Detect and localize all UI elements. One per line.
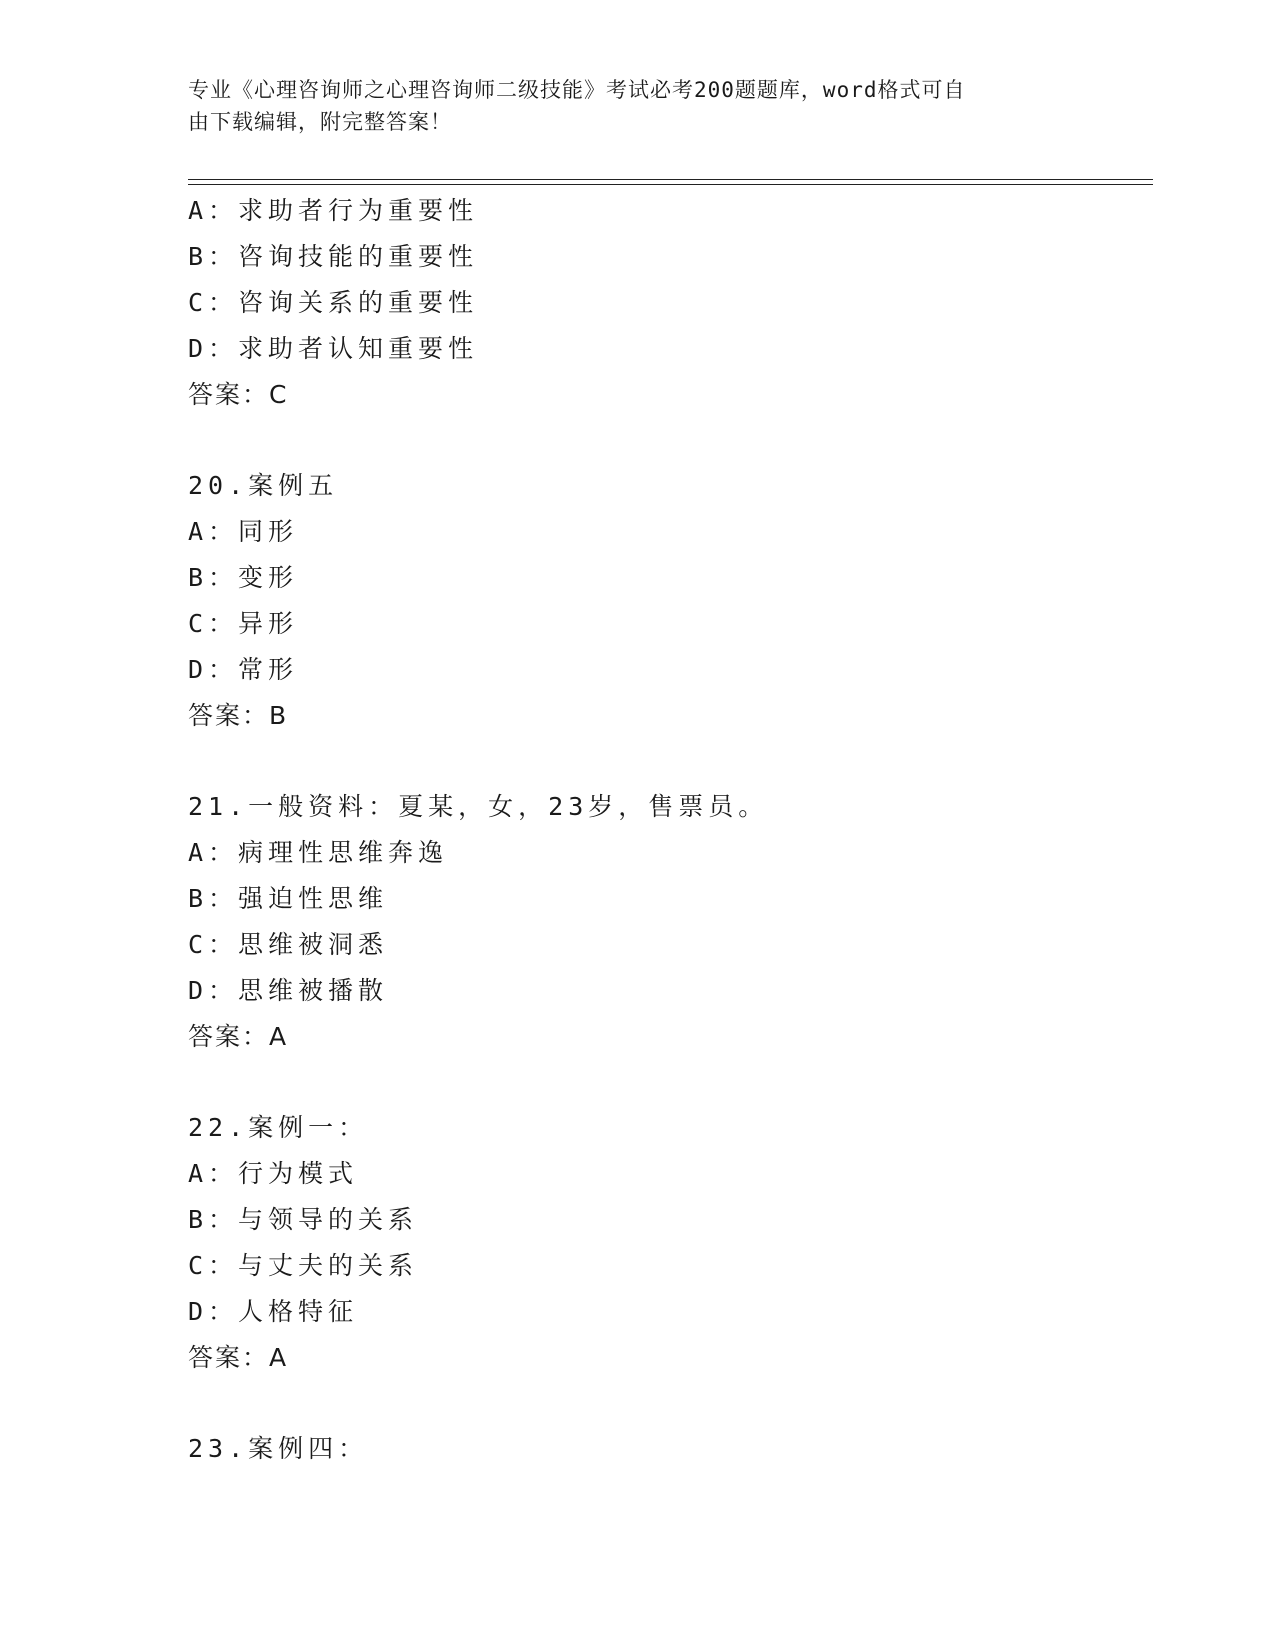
- option-b: B：变形: [188, 563, 299, 592]
- option-d: D：思维被播散: [188, 976, 389, 1005]
- spacer: [188, 739, 1148, 784]
- question-block-21: [188, 784, 1148, 1060]
- option-d: D：求助者认知重要性: [188, 334, 479, 363]
- document-header: [188, 74, 1088, 138]
- question-block-19: [188, 188, 1148, 418]
- header-double-rule: [188, 179, 1153, 185]
- option-d: D：常形: [188, 655, 299, 684]
- option-a: A：同形: [188, 517, 299, 546]
- question-block-20: [188, 463, 1148, 739]
- question-block-23: [188, 1426, 1148, 1472]
- header-line-1: 专业《心理咨询师之心理咨询师二级技能》考试必考200题题库，word格式可自: [188, 78, 966, 102]
- option-b: B：咨询技能的重要性: [188, 242, 479, 271]
- option-b: B：与领导的关系: [188, 1205, 419, 1234]
- answer-label: 答案：: [188, 701, 270, 730]
- option-d: D：人格特征: [188, 1297, 359, 1326]
- option-a: A：病理性思维奔逸: [188, 838, 449, 867]
- answer-line: [188, 693, 1148, 739]
- answer-label: 答案：: [188, 1343, 270, 1372]
- question-stem: 21.一般资料：夏某，女，23岁，售票员。: [188, 792, 769, 821]
- answer-value: C: [269, 380, 288, 409]
- option-c: C：异形: [188, 609, 299, 638]
- question-list: [188, 188, 1148, 1472]
- answer-label: 答案：: [188, 1022, 270, 1051]
- question-stem: 22.案例一：: [188, 1113, 369, 1142]
- question-stem: 23.案例四：: [188, 1434, 369, 1463]
- answer-value: A: [269, 1022, 288, 1051]
- question-stem: 20.案例五: [188, 471, 339, 500]
- answer-label: 答案：: [188, 380, 270, 409]
- answer-line: [188, 1014, 1148, 1060]
- spacer: [188, 1381, 1148, 1426]
- answer-value: A: [269, 1343, 288, 1372]
- option-c: C：与丈夫的关系: [188, 1251, 419, 1280]
- answer-line: [188, 1335, 1148, 1381]
- spacer: [188, 1060, 1148, 1105]
- spacer: [188, 418, 1148, 463]
- header-line-2: 由下载编辑，附完整答案！: [188, 110, 452, 134]
- option-c: C：思维被洞悉: [188, 930, 389, 959]
- answer-line: [188, 372, 1148, 418]
- question-block-22: [188, 1105, 1148, 1381]
- option-c: C：咨询关系的重要性: [188, 288, 479, 317]
- answer-value: B: [269, 701, 288, 730]
- option-a: A：行为模式: [188, 1159, 359, 1188]
- option-a: A：求助者行为重要性: [188, 196, 479, 225]
- option-b: B：强迫性思维: [188, 884, 389, 913]
